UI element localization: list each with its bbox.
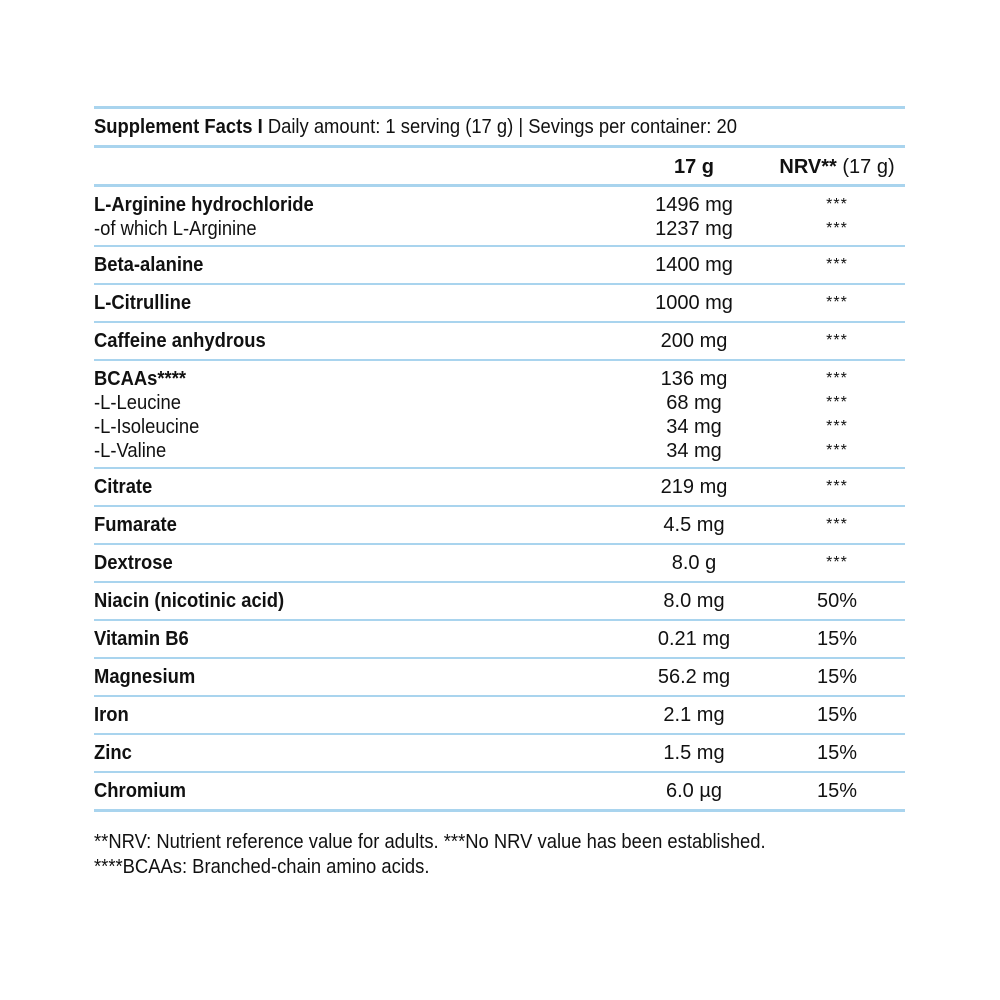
nutrient-line bbox=[94, 741, 905, 765]
nutrient-name: -of which L-Arginine bbox=[94, 218, 257, 240]
nutrient-amount: 8.0 g bbox=[671, 552, 717, 574]
sub-nutrient-line bbox=[94, 217, 905, 241]
nutrient-amount: 2.1 mg bbox=[663, 704, 725, 726]
nutrient-amount: 0.21 mg bbox=[657, 628, 731, 650]
nutrient-name: Caffeine anhydrous bbox=[94, 330, 266, 352]
table-row bbox=[94, 323, 905, 359]
nutrient-line bbox=[94, 551, 905, 575]
nutrient-name: Magnesium bbox=[94, 666, 196, 688]
bottom-rule bbox=[94, 809, 905, 812]
nutrient-line bbox=[94, 627, 905, 651]
table-row bbox=[94, 469, 905, 505]
nutrient-name: Beta-alanine bbox=[94, 254, 204, 276]
table-row bbox=[94, 507, 905, 543]
nutrient-name: -L-Valine bbox=[94, 440, 167, 462]
nrv-header-bold: NRV** bbox=[779, 156, 837, 178]
amount-column-header: 17 g bbox=[673, 156, 715, 178]
nutrient-nrv: *** bbox=[826, 394, 848, 411]
nutrient-nrv: 15% bbox=[816, 780, 858, 802]
nutrient-amount: 219 mg bbox=[660, 476, 728, 498]
nutrient-line bbox=[94, 291, 905, 315]
nutrient-amount: 1000 mg bbox=[655, 292, 733, 314]
table-row bbox=[94, 247, 905, 283]
nutrient-line bbox=[94, 589, 905, 613]
nutrient-amount: 34 mg bbox=[666, 440, 722, 462]
nutrient-line bbox=[94, 367, 905, 391]
table-row bbox=[94, 187, 905, 245]
nrv-column-header bbox=[777, 155, 897, 179]
nutrient-name: Chromium bbox=[94, 780, 186, 802]
nutrient-name: Iron bbox=[94, 704, 129, 726]
table-row bbox=[94, 285, 905, 321]
table-row bbox=[94, 697, 905, 733]
table-row bbox=[94, 583, 905, 619]
nutrient-line bbox=[94, 779, 905, 803]
nutrient-name: Niacin (nicotinic acid) bbox=[94, 590, 285, 612]
nutrient-nrv: *** bbox=[826, 516, 848, 533]
nutrient-nrv: 50% bbox=[816, 590, 858, 612]
nutrient-amount: 1496 mg bbox=[655, 194, 733, 216]
column-header bbox=[94, 148, 905, 184]
table-row bbox=[94, 545, 905, 581]
nutrient-line bbox=[94, 253, 905, 277]
sub-nutrient-line bbox=[94, 415, 905, 439]
nutrient-name: L-Citrulline bbox=[94, 292, 192, 314]
nutrient-nrv: *** bbox=[826, 256, 848, 273]
table-row bbox=[94, 773, 905, 809]
nutrient-nrv: *** bbox=[826, 294, 848, 311]
nutrient-name: Vitamin B6 bbox=[94, 628, 189, 650]
nutrient-name: -L-Leucine bbox=[94, 392, 181, 414]
nutrient-nrv: *** bbox=[826, 332, 848, 349]
table-row bbox=[94, 621, 905, 657]
nutrient-nrv: 15% bbox=[816, 666, 858, 688]
nutrient-line bbox=[94, 665, 905, 689]
nutrient-nrv: *** bbox=[826, 196, 848, 213]
nutrient-amount: 6.0 µg bbox=[665, 780, 722, 802]
sub-nutrient-line bbox=[94, 391, 905, 415]
nutrient-nrv: *** bbox=[826, 554, 848, 571]
nutrient-nrv: *** bbox=[826, 442, 848, 459]
nutrient-name: Fumarate bbox=[94, 514, 177, 536]
nutrient-nrv: 15% bbox=[816, 704, 858, 726]
nutrient-line bbox=[94, 193, 905, 217]
nutrient-line bbox=[94, 513, 905, 537]
footnote-nrv: **NRV: Nutrient reference value for adults. ***No NRV value has been established. bbox=[94, 831, 766, 853]
nutrient-amount: 4.5 mg bbox=[663, 514, 725, 536]
nutrient-nrv: *** bbox=[826, 370, 848, 387]
footnote-bcaas: ****BCAAs: Branched-chain amino acids. bbox=[94, 856, 430, 878]
nrv-header-rest: (17 g) bbox=[836, 156, 895, 178]
nutrient-amount: 1.5 mg bbox=[663, 742, 725, 764]
nutrient-table-body bbox=[94, 187, 905, 809]
nutrient-name: BCAAs**** bbox=[94, 368, 187, 390]
footnotes bbox=[94, 830, 766, 880]
nutrient-name: Zinc bbox=[94, 742, 132, 764]
nutrient-name: -L-Isoleucine bbox=[94, 416, 200, 438]
nutrient-nrv: *** bbox=[826, 418, 848, 435]
nutrient-nrv: 15% bbox=[816, 742, 858, 764]
table-row bbox=[94, 659, 905, 695]
nutrient-amount: 8.0 mg bbox=[663, 590, 725, 612]
nutrient-line bbox=[94, 703, 905, 727]
nutrient-amount: 56.2 mg bbox=[657, 666, 731, 688]
sub-nutrient-line bbox=[94, 439, 905, 463]
nutrient-line bbox=[94, 475, 905, 499]
nutrient-amount: 68 mg bbox=[666, 392, 722, 414]
nutrient-line bbox=[94, 329, 905, 353]
nutrient-name: Citrate bbox=[94, 476, 153, 498]
nutrient-nrv: 15% bbox=[816, 628, 858, 650]
nutrient-amount: 34 mg bbox=[666, 416, 722, 438]
table-row bbox=[94, 735, 905, 771]
supplement-facts-panel bbox=[94, 106, 905, 812]
nutrient-nrv: *** bbox=[826, 478, 848, 495]
nutrient-name: Dextrose bbox=[94, 552, 173, 574]
nutrient-nrv: *** bbox=[826, 220, 848, 237]
nutrient-amount: 200 mg bbox=[660, 330, 728, 352]
nutrient-name: L-Arginine hydrochloride bbox=[94, 194, 314, 216]
table-row bbox=[94, 361, 905, 467]
nutrient-amount: 1400 mg bbox=[655, 254, 733, 276]
panel-title-bold: Supplement Facts I bbox=[94, 116, 263, 138]
nutrient-amount: 1237 mg bbox=[655, 218, 733, 240]
panel-title-rest: Daily amount: 1 serving (17 g) | Sevings per container: 20 bbox=[262, 116, 737, 138]
nutrient-amount: 136 mg bbox=[660, 368, 728, 390]
panel-title bbox=[94, 109, 840, 145]
